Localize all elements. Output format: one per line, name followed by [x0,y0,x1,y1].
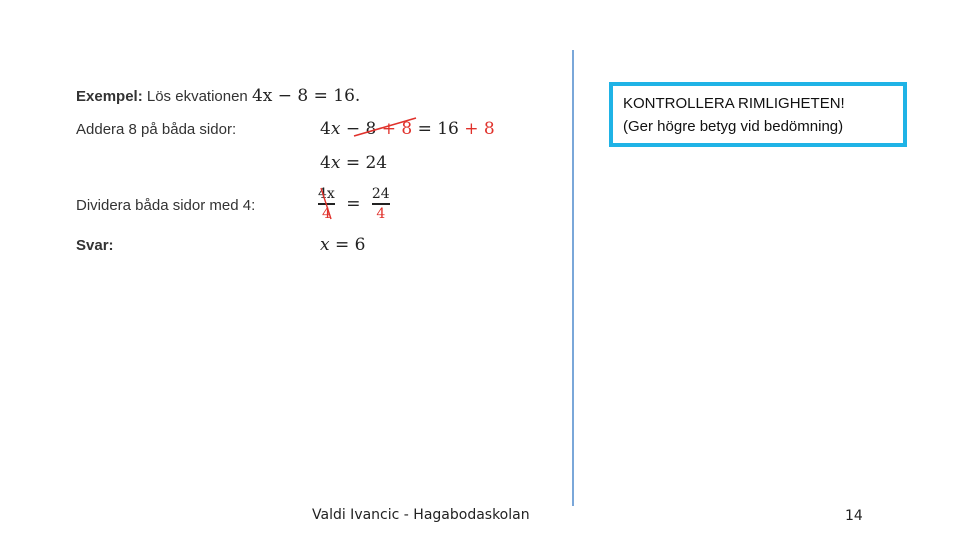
math-term: 4 [320,153,331,173]
callout-line2: (Ger högre betyg vid bedömning) [623,118,844,135]
footer-author: Valdi Ivancic - Hagabodaskolan [312,507,530,523]
math-added-8-left: + 8 [376,119,413,139]
fraction-right-numerator: 24 [371,186,390,202]
column-divider [572,50,574,506]
example-label: Exempel: [76,88,143,105]
step-math-simplified [320,153,387,173]
math-term: 4 [320,119,331,139]
math-equals-16: = 16 [412,119,459,139]
answer-math [320,235,365,255]
page-number: 14 [845,508,863,524]
answer-label [76,237,114,254]
answer-label-text: Svar: [76,237,114,254]
example-heading [76,86,360,106]
math-answer-value: = 6 [329,235,366,255]
math-var: x [320,235,330,255]
math-equals: = [346,193,361,214]
math-rhs: = 24 [340,153,388,173]
fraction-right [372,186,390,222]
fraction-right-denominator: 4 [376,205,386,222]
math-cancelled-minus8: − 8 [340,119,377,139]
math-var: x [330,119,341,139]
callout-box [609,82,907,147]
fraction-bar [372,203,390,205]
step-label-add: Addera 8 på båda sidor: [76,121,237,138]
math-added-8-right: + 8 [458,119,495,139]
callout-line1: KONTROLLERA RIMLIGHETEN! [623,95,845,112]
math-var: x [330,153,341,173]
example-equation: 4x − 8 = 16. [251,86,361,106]
cancel-strike-icon [316,184,336,224]
example-text: Lös ekvationen [142,88,252,105]
fraction-left-numerator: 4x [318,186,335,202]
step-label-divide: Dividera båda sidor med 4: [76,197,256,214]
fraction-left-denominator: 4 [321,205,331,222]
cancel-strike-icon [350,112,420,142]
